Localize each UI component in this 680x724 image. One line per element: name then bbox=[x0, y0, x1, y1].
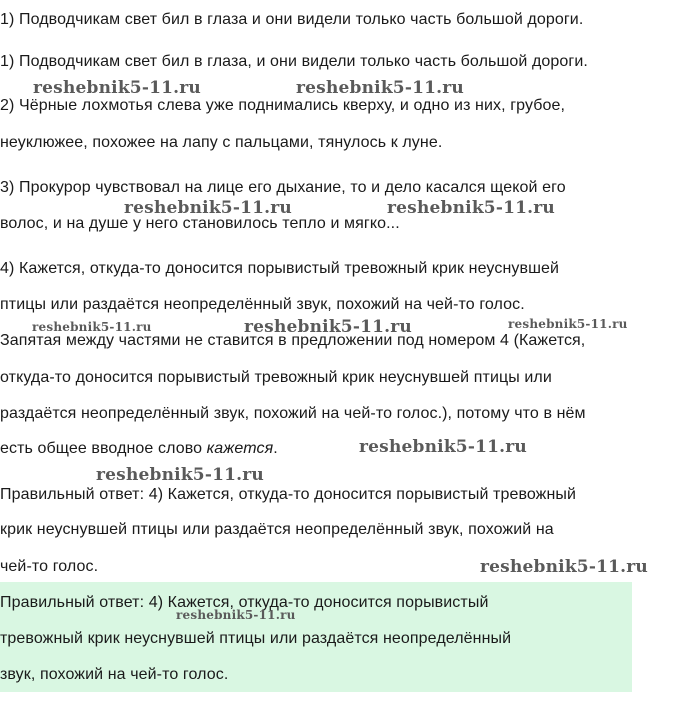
watermark-logo: reshebnik5-11.ru bbox=[124, 198, 292, 218]
sentence-1-wrong: 1) Подводчикам свет бил в глаза и они видели только часть большой дороги. bbox=[0, 11, 584, 28]
introductory-word: кажется bbox=[206, 440, 274, 457]
explanation-text: есть общее вводное слово bbox=[0, 440, 207, 457]
sentence-3-line-2: волос, и на душе у него становилось тепло и мягко... bbox=[0, 215, 400, 232]
watermark-logo: reshebnik5-11.ru bbox=[33, 78, 201, 98]
sentence-3-line-1: 3) Прокурор чувствовал на лице его дыхание, то и дело касался щекой его bbox=[0, 179, 566, 196]
watermark-logo: reshebnik5-11.ru bbox=[296, 78, 464, 98]
highlighted-answer-line-3: звук, похожий на чей-то голос. bbox=[0, 666, 229, 683]
watermark-logo: reshebnik5-11.ru bbox=[387, 198, 555, 218]
explanation-period: . bbox=[273, 440, 278, 457]
watermark-logo: reshebnik5-11.ru bbox=[508, 317, 628, 331]
watermark-logo: reshebnik5-11.ru bbox=[359, 437, 527, 457]
sentence-4-line-2: птицы или раздаётся неопределённый звук, похожий на чей-то голос. bbox=[0, 296, 525, 313]
watermark-logo: reshebnik5-11.ru bbox=[244, 317, 412, 337]
answer-line-3: чей-то голос. bbox=[0, 558, 99, 575]
highlighted-answer-line-1: Правильный ответ: 4) Кажется, откуда-то доносится порывистый bbox=[0, 594, 489, 611]
sentence-2-line-1: 2) Чёрные лохмотья слева уже поднимались кверху, и одно из них, грубое, bbox=[0, 97, 566, 114]
explanation-line-4 bbox=[0, 439, 278, 459]
watermark-logo: reshebnik5-11.ru bbox=[176, 608, 296, 622]
answer-line-2: крик неуснувшей птицы или раздаётся неопределённый звук, похожий на bbox=[0, 521, 554, 538]
sentence-4-line-1: 4) Кажется, откуда-то доносится порывистый тревожный крик неуснувшей bbox=[0, 260, 560, 277]
explanation-line-2: откуда-то доносится порывистый тревожный крик неуснувшей птицы или bbox=[0, 369, 552, 386]
explanation-line-3: раздаётся неопределённый звук, похожий на чей-то голос.), потому что в нём bbox=[0, 405, 586, 422]
watermark-logo: reshebnik5-11.ru bbox=[32, 320, 152, 334]
explanation-line-1: Запятая между частями не ставится в предложении под номером 4 (Кажется, bbox=[0, 332, 586, 349]
watermark-logo: reshebnik5-11.ru bbox=[480, 557, 648, 577]
watermark-logo: reshebnik5-11.ru bbox=[96, 465, 264, 485]
highlighted-answer-line-2: тревожный крик неуснувшей птицы или раздаётся неопределённый bbox=[0, 630, 512, 647]
answer-line-1: Правильный ответ: 4) Кажется, откуда-то доносится порывистый тревожный bbox=[0, 486, 577, 503]
sentence-2-line-2: неуклюжее, похожее на лапу с пальцами, тянулось к луне. bbox=[0, 134, 443, 151]
sentence-1-correct: 1) Подводчикам свет бил в глаза, и они видели только часть большой дороги. bbox=[0, 53, 588, 70]
